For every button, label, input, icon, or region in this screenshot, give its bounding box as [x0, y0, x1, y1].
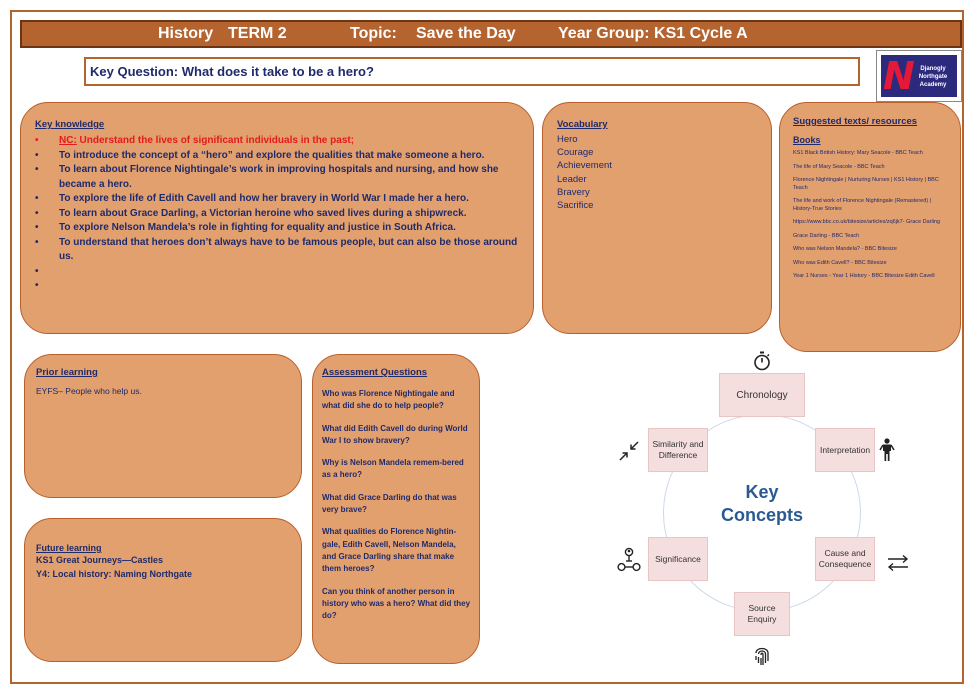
assessment-question: Can you think of another person in history who was a hero? What did they do?: [322, 586, 471, 621]
header-topic-value: Save the Day: [416, 25, 516, 42]
exchange-arrows-icon: [886, 554, 910, 572]
list-item: [45, 279, 519, 294]
future-learning-line: KS1 Great Journeys—Castles: [36, 555, 164, 565]
converge-arrows-icon: [618, 440, 640, 462]
key-knowledge-panel: [20, 102, 534, 334]
resources-panel: [779, 102, 961, 352]
list-item: [45, 265, 519, 280]
vocabulary-panel: [542, 102, 772, 334]
key-concepts-title: [712, 481, 812, 527]
resource-link[interactable]: Who was Edith Cavell? - BBC Bitesize: [793, 259, 887, 266]
header-topic-label: Topic:: [350, 25, 397, 42]
future-learning-line: Y4: Local history: Naming Northgate: [36, 569, 193, 579]
key-knowledge-title: Key knowledge: [35, 119, 105, 130]
logo-background: [881, 55, 957, 97]
resource-link[interactable]: KS1 Black British History: Mary Seacole - BBC Teach: [793, 150, 923, 156]
concept-cause-consequence: [815, 537, 875, 581]
resource-link[interactable]: The life of Mary Seacole - BBC Teach: [793, 163, 885, 170]
future-learning-title: Future learning: [36, 543, 102, 553]
resource-link[interactable]: Who was Nelson Mandela? - BBC Bitesize: [793, 246, 897, 252]
resource-link[interactable]: Florence Nightingale | Nurturing Nurses | KS1 History | BBC Teach: [793, 177, 939, 191]
concept-source-enquiry: [734, 592, 790, 636]
list-item: • To explore the life of Edith Cavell and how her bravery in World War I made her a hero.: [45, 192, 519, 207]
logo-text: [911, 65, 955, 89]
concept-significance: [648, 537, 708, 581]
header-year-group: Year Group: KS1 Cycle A: [558, 25, 748, 42]
concept-label: Interpretation: [819, 444, 871, 455]
concept-label: Significance: [655, 553, 701, 564]
key-knowledge-list: [35, 134, 519, 294]
concept-interpretation: [815, 428, 875, 472]
fingerprint-icon: [753, 643, 771, 667]
prior-learning-title: Prior learning: [36, 367, 98, 378]
concept-label: Cause and: [824, 548, 866, 558]
assessment-question: What did Grace Darling do that was very brave?: [322, 492, 457, 515]
vocab-item: Bravery: [557, 186, 590, 198]
vocab-item: Courage: [557, 147, 594, 159]
resource-link[interactable]: https://www.bbc.co.uk/bitesize/articles/zq6jk7- Grace Darling: [793, 219, 941, 225]
concept-label: Enquiry: [747, 614, 777, 624]
resource-link[interactable]: Year 1 Nurses - Year 1 History - BBC Bitesize Edith Cavell: [793, 273, 935, 279]
vocab-item: Hero: [557, 134, 578, 145]
concept-label: Chronology: [736, 389, 788, 401]
list-item: • To learn about Grace Darling, a Victorian heroine who saved lives during a shipwreck.: [45, 207, 519, 222]
resource-link[interactable]: The life and work of Florence Nightingale (Remastered) | History-True Stories: [793, 198, 932, 212]
vocab-item: Achievement: [557, 160, 612, 172]
nc-label: NC:: [59, 135, 77, 146]
prior-learning-panel: [24, 354, 302, 498]
list-item: • To learn about Florence Nightingale’s work in improving hospitals and nursing, and how she became a hero.: [45, 163, 519, 192]
logo-line-3: Academy: [919, 82, 947, 88]
concept-chronology: [719, 373, 805, 417]
key-concepts-title-line-2: Concepts: [720, 505, 803, 525]
list-item: • To understand that heroes don’t always have to be famous people, but can also be those around us.: [45, 236, 519, 265]
concept-label: Source: [748, 603, 776, 613]
concept-similarity-difference: [648, 428, 708, 472]
prior-learning-text: EYFS– People who help us.: [36, 386, 142, 396]
assessment-question: Who was Florence Nightingale and what did she do to help people?: [322, 389, 455, 411]
person-icon: [879, 438, 895, 462]
nc-objective: [45, 134, 519, 149]
future-learning-panel: [24, 518, 302, 662]
header-banner: [20, 20, 962, 48]
logo-line-1: Djanogly: [920, 66, 946, 72]
logo-letter: N: [883, 54, 915, 98]
assessment-question: What did Edith Cavell do during World War I to show bravery?: [322, 423, 468, 445]
key-concepts-title-line-1: Key: [745, 482, 779, 502]
concept-label: Consequence: [818, 559, 872, 569]
nc-text: Understand the lives of significant individuals in the past;: [76, 135, 355, 146]
stopwatch-icon: [753, 351, 771, 371]
academy-logo: [876, 50, 962, 102]
books-title: Books: [793, 135, 821, 145]
concept-label: Difference: [658, 450, 698, 460]
key-question-label: Key Question:: [90, 64, 179, 79]
vocab-item: Leader: [557, 173, 587, 185]
list-item: • To introduce the concept of a “hero” and explore the qualities that make someone a hero.: [45, 149, 519, 164]
resources-title: Suggested texts/ resources: [793, 116, 918, 127]
key-question-box: [84, 57, 860, 86]
header-term: TERM 2: [228, 25, 287, 42]
vocab-item: Sacrifice: [557, 200, 594, 212]
key-question-value: What does it take to be a hero?: [181, 64, 374, 79]
assessment-panel: [312, 354, 480, 664]
list-item: • To explore Nelson Mandela’s role in fighting for equality and justice in South Africa.: [45, 221, 519, 236]
assessment-title: Assessment Questions: [322, 367, 428, 378]
assessment-question: Why is Nelson Mandela remem-bered as a hero?: [322, 458, 464, 480]
vocabulary-title: Vocabulary: [557, 119, 608, 130]
concept-label: Similarity and: [652, 439, 704, 449]
resource-link[interactable]: Grace Darling - BBC Teach: [793, 232, 860, 239]
header-subject: History: [158, 25, 214, 42]
assessment-question: What qualities do Florence Nightin-gale, Edith Cavell, Nelson Mandela, and Grace Darling share that make them heroes?: [322, 527, 457, 574]
network-people-icon: [617, 547, 641, 573]
logo-line-2: Northgate: [918, 74, 948, 80]
